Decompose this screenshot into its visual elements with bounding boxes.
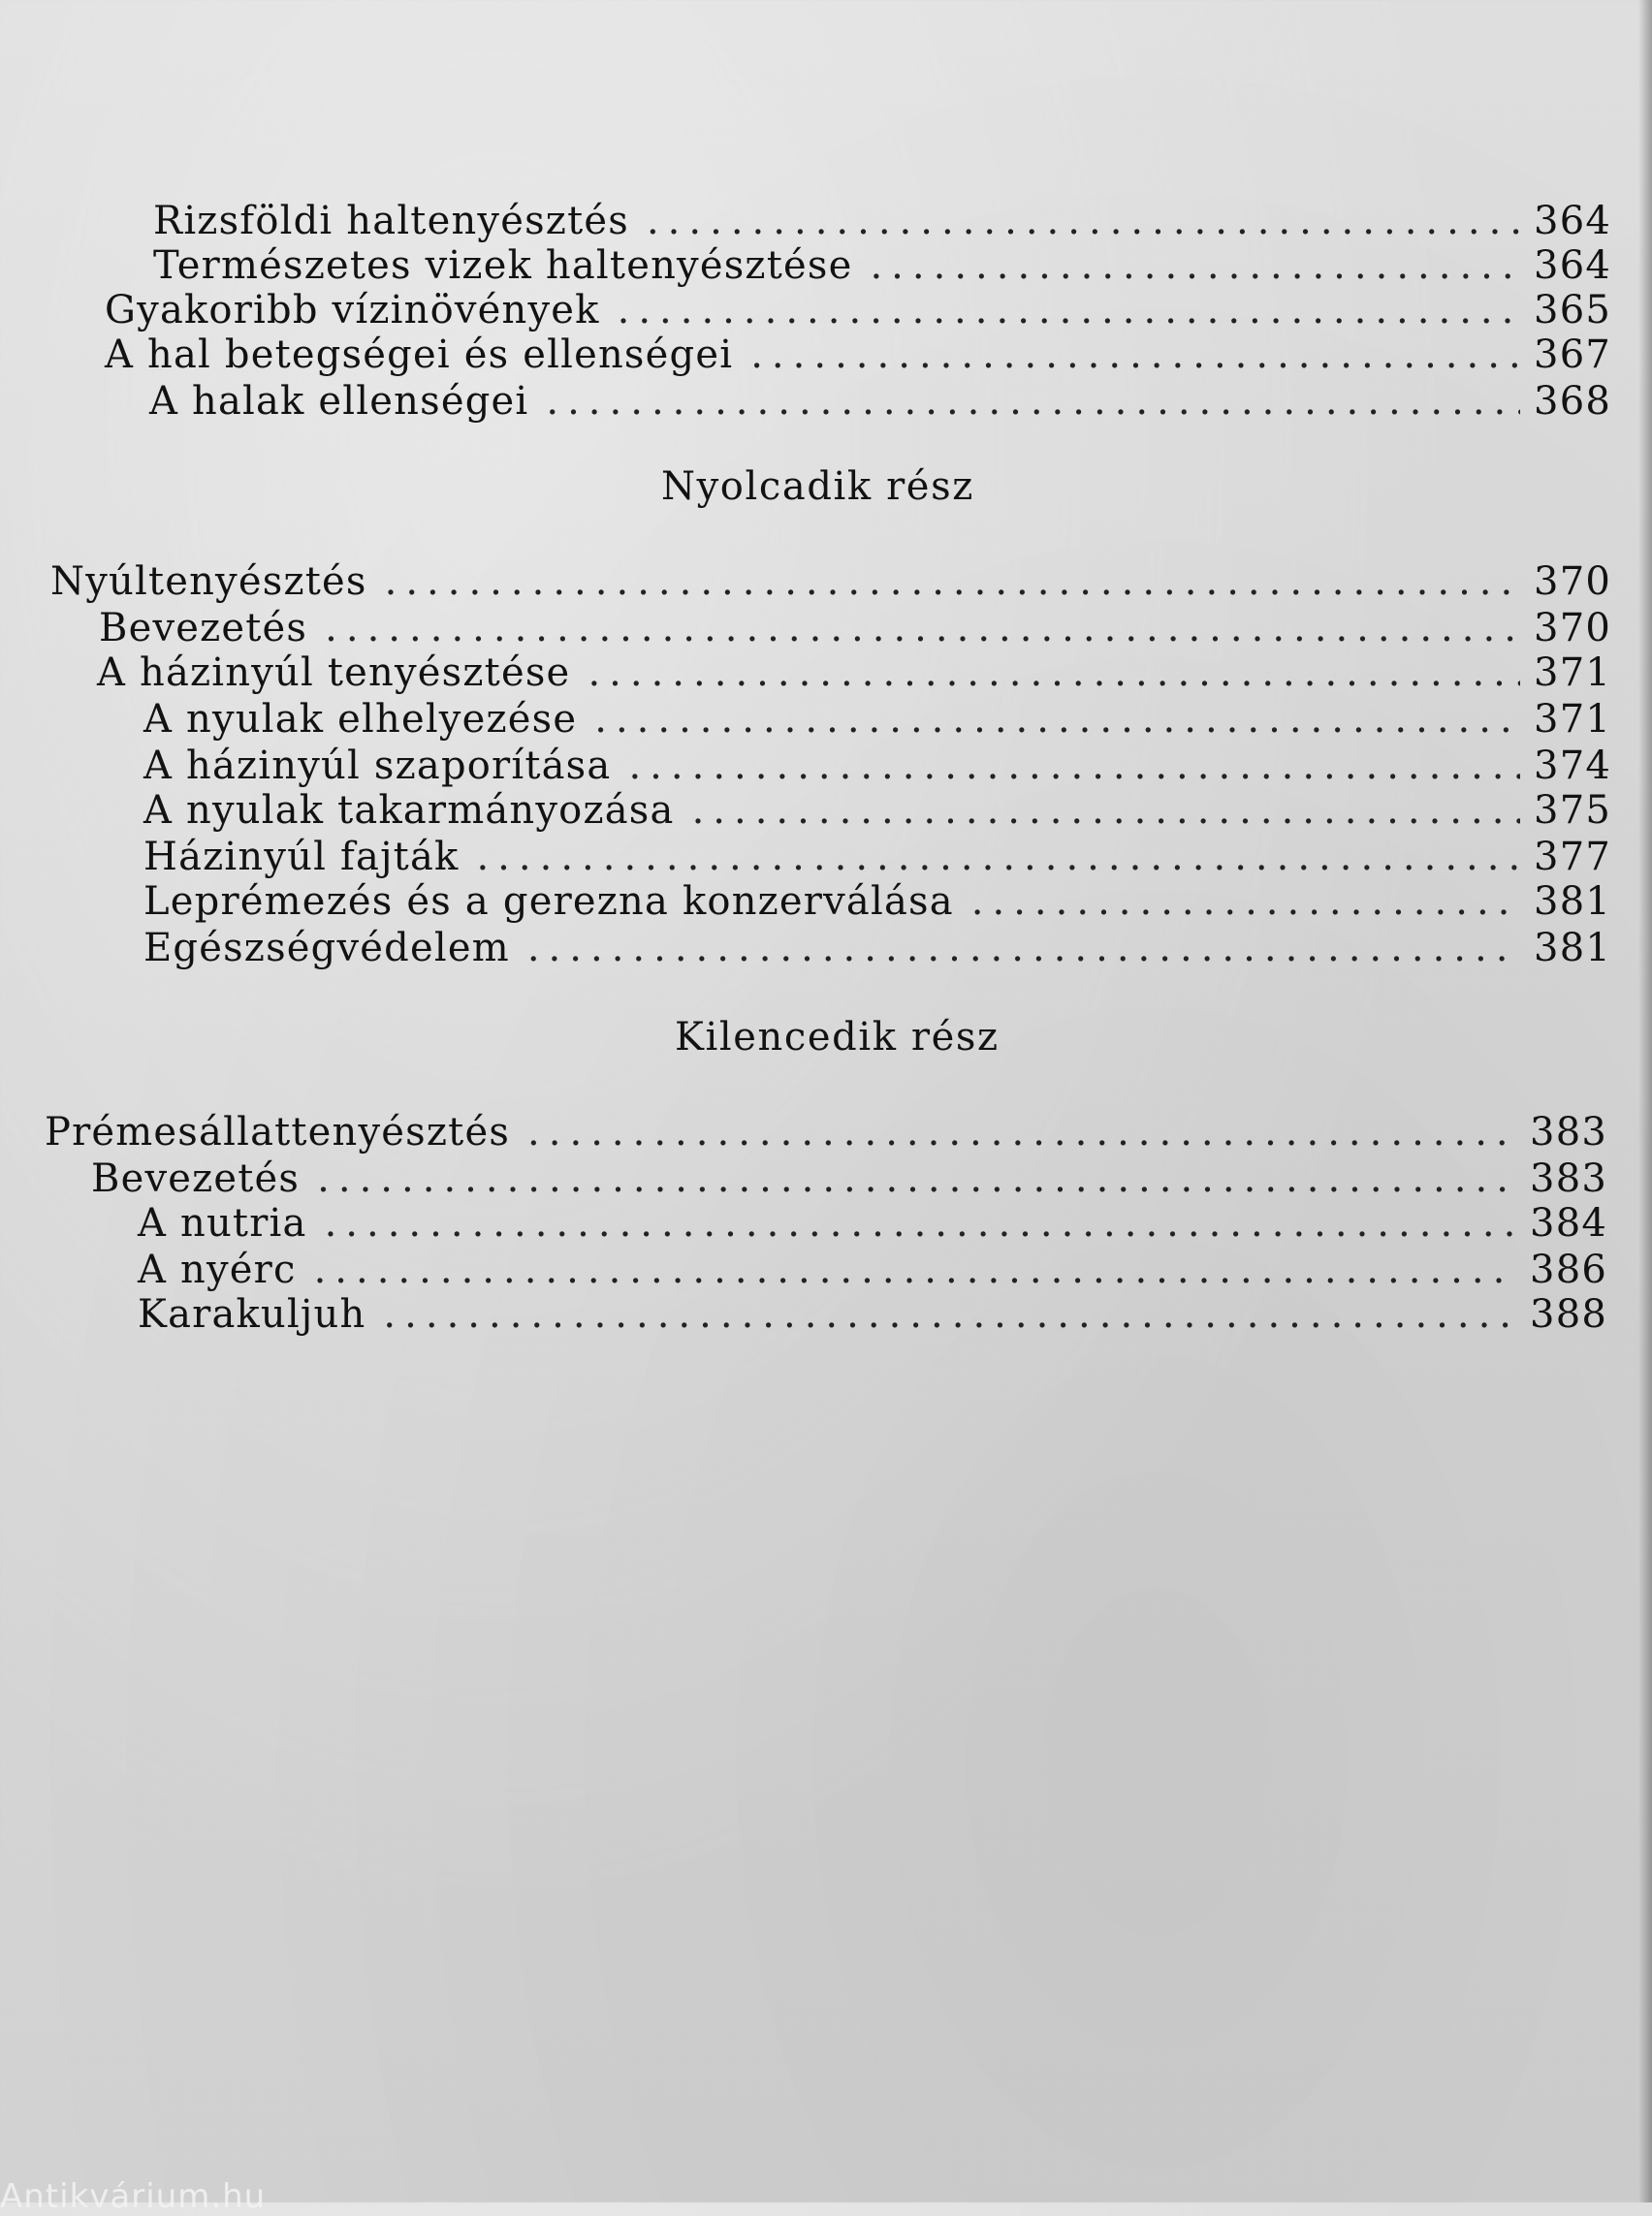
dot-leader <box>971 878 1520 925</box>
page-edge-shadow <box>1638 0 1652 2202</box>
dot-leader <box>546 378 1520 425</box>
dot-leader <box>527 925 1520 971</box>
toc-entry-title: Házinyúl fajták <box>143 835 460 879</box>
toc-entry-title: Leprémezés és a gerezna konzerválása <box>143 879 954 924</box>
toc-entry-page: 367 <box>1534 332 1611 377</box>
dot-leader <box>750 332 1520 378</box>
toc-entry-title: A halak ellenségei <box>149 379 529 424</box>
toc-entry-page: 383 <box>1530 1156 1607 1201</box>
toc-entry-page: 371 <box>1534 697 1611 742</box>
toc-entry-page: 377 <box>1534 835 1611 879</box>
toc-entry-page: 370 <box>1534 559 1611 604</box>
toc-entry <box>143 878 1611 925</box>
toc-entry-page: 365 <box>1534 288 1611 332</box>
watermark: Antikvárium.hu <box>0 2177 267 2216</box>
toc-entry <box>50 558 1611 605</box>
toc-entry <box>97 649 1611 696</box>
section-heading: Nyolcadik rész <box>661 464 974 509</box>
toc-entry-page: 383 <box>1530 1110 1607 1155</box>
toc-entry-title: A házinyúl szaporítása <box>143 744 612 788</box>
toc-entry-title: Természetes vizek haltenyésztése <box>153 243 853 288</box>
dot-leader <box>383 1291 1516 1338</box>
toc-entry-page: 375 <box>1534 788 1611 833</box>
toc-entry-title: Karakuljuh <box>138 1292 366 1337</box>
toc-entry <box>143 743 1611 789</box>
dot-leader <box>385 558 1520 605</box>
toc-entry <box>138 1291 1607 1338</box>
dot-leader <box>314 1247 1516 1293</box>
dot-leader <box>647 198 1520 244</box>
toc-entry <box>138 1200 1607 1247</box>
toc-entry-title: Rizsföldi haltenyésztés <box>153 199 629 243</box>
dot-leader <box>870 242 1520 289</box>
toc-entry-title: Nyúltenyésztés <box>50 559 367 604</box>
dot-leader <box>588 649 1520 696</box>
toc-entry-page: 371 <box>1534 650 1611 695</box>
toc-entry-page: 388 <box>1530 1292 1607 1337</box>
dot-leader <box>325 605 1520 651</box>
toc-entry-page: 386 <box>1530 1248 1607 1292</box>
toc-entry-page: 374 <box>1534 744 1611 788</box>
toc-entry-title: Prémesállattenyésztés <box>45 1110 511 1155</box>
dot-leader <box>594 696 1520 743</box>
toc-entry-page: 368 <box>1534 379 1611 424</box>
toc-entry-title: A nutria <box>138 1201 307 1246</box>
toc-entry-title: A házinyúl tenyésztése <box>97 650 571 695</box>
toc-entry-page: 381 <box>1534 926 1611 970</box>
toc-entry-title: A nyulak takarmányozása <box>143 788 675 833</box>
toc-entry <box>91 1155 1607 1202</box>
toc-entry-title: A nyulak elhelyezése <box>143 697 578 742</box>
toc-entry <box>99 605 1611 651</box>
toc-entry <box>105 287 1611 333</box>
toc-entry-page: 370 <box>1534 606 1611 650</box>
toc-entry <box>105 332 1611 378</box>
toc-entry <box>45 1109 1607 1155</box>
dot-leader <box>618 287 1520 333</box>
toc-entry-page: 364 <box>1534 199 1611 243</box>
toc-entry-title: Bevezetés <box>91 1156 301 1201</box>
toc-entry <box>143 925 1611 971</box>
toc-entry-title: A nyérc <box>138 1248 297 1292</box>
toc-entry-title: Gyakoribb vízinövények <box>105 288 600 332</box>
toc-entry-title: A hal betegségei és ellenségei <box>105 332 734 377</box>
dot-leader <box>628 743 1520 789</box>
toc-entry <box>143 787 1611 834</box>
toc-entry <box>153 198 1611 244</box>
toc-entry-title: Egészségvédelem <box>143 926 510 970</box>
toc-entry-page: 364 <box>1534 243 1611 288</box>
toc-entry-page: 384 <box>1530 1201 1607 1246</box>
toc-entry-page: 381 <box>1534 879 1611 924</box>
dot-leader <box>317 1155 1516 1202</box>
toc-entry <box>138 1247 1607 1293</box>
dot-leader <box>476 834 1520 880</box>
dot-leader <box>527 1109 1516 1155</box>
section-heading: Kilencedik rész <box>675 1015 1000 1060</box>
dot-leader <box>325 1200 1516 1247</box>
toc-entry <box>149 378 1611 425</box>
toc-entry <box>143 696 1611 743</box>
dot-leader <box>692 787 1520 834</box>
toc-entry <box>143 834 1611 880</box>
toc-entry-title: Bevezetés <box>99 606 308 650</box>
toc-entry <box>153 242 1611 289</box>
